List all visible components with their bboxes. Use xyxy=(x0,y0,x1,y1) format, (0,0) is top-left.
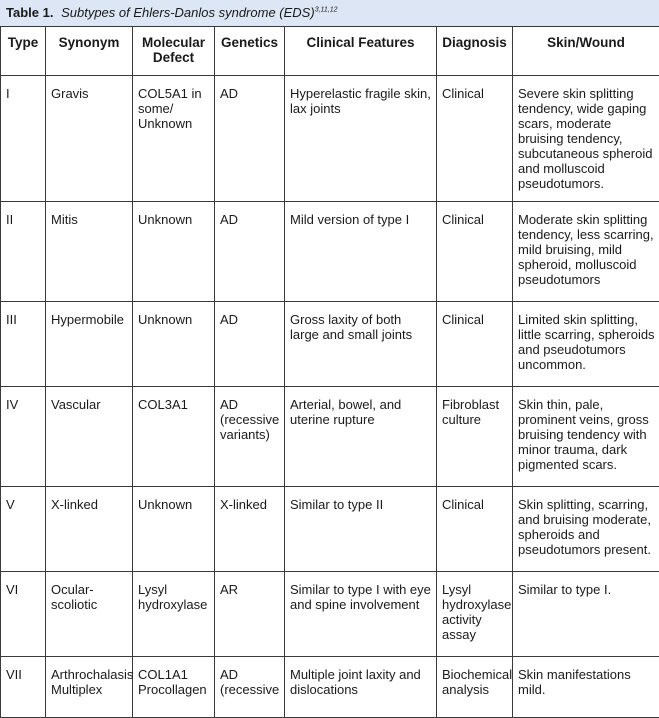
cell-type: I xyxy=(1,76,46,202)
table-title-text: Subtypes of Ehlers-Danlos syndrome (EDS) xyxy=(61,5,315,20)
cell-synonym: Arthrochalasis Multiplex xyxy=(46,657,133,718)
cell-type: VI xyxy=(1,572,46,657)
table-row xyxy=(1,572,659,657)
cell-skin-wound: Skin splitting, scarring, and bruising moderate, spheroids and pseudotumors present. xyxy=(513,487,659,572)
table-title xyxy=(61,5,337,20)
cell-type: II xyxy=(1,202,46,302)
column-header-clinical-features: Clinical Features xyxy=(285,27,437,76)
cell-synonym: Mitis xyxy=(46,202,133,302)
cell-clinical-features: Multiple joint laxity and dislocations xyxy=(285,657,437,718)
cell-clinical-features: Mild version of type I xyxy=(285,202,437,302)
table-row xyxy=(1,487,659,572)
cell-clinical-features: Hyperelastic fragile skin, lax joints xyxy=(285,76,437,202)
table-row xyxy=(1,302,659,387)
cell-type: IV xyxy=(1,387,46,487)
cell-synonym: Vascular xyxy=(46,387,133,487)
cell-diagnosis: Biochemical analysis xyxy=(437,657,513,718)
cell-synonym: Ocular-scoliotic xyxy=(46,572,133,657)
cell-clinical-features: Similar to type II xyxy=(285,487,437,572)
cell-type: V xyxy=(1,487,46,572)
reference-superscript: 3,11,12 xyxy=(315,7,338,14)
column-header-type: Type xyxy=(1,27,46,76)
cell-synonym: X-linked xyxy=(46,487,133,572)
cell-skin-wound: Similar to type I. xyxy=(513,572,659,657)
cell-type: VII xyxy=(1,657,46,718)
cell-genetics: AD xyxy=(215,302,285,387)
cell-genetics: X-linked xyxy=(215,487,285,572)
cell-synonym: Hypermobile xyxy=(46,302,133,387)
cell-molecular-defect: Lysyl hydroxylase xyxy=(133,572,215,657)
column-header-skin-wound: Skin/Wound xyxy=(513,27,659,76)
table-row xyxy=(1,76,659,202)
cell-skin-wound: Skin manifestations mild. xyxy=(513,657,659,718)
column-header-molecular-defect: Molecular Defect xyxy=(133,27,215,76)
cell-clinical-features: Arterial, bowel, and uterine rupture xyxy=(285,387,437,487)
cell-skin-wound: Skin thin, pale, prominent veins, gross bruising tendency with minor trauma, dark pigmented scars. xyxy=(513,387,659,487)
cell-diagnosis: Clinical xyxy=(437,76,513,202)
cell-molecular-defect: Unknown xyxy=(133,302,215,387)
cell-clinical-features: Similar to type I with eye and spine involvement xyxy=(285,572,437,657)
column-header-synonym: Synonym xyxy=(46,27,133,76)
table-caption xyxy=(0,0,659,26)
cell-diagnosis: Lysyl hydroxylase activity assay xyxy=(437,572,513,657)
cell-molecular-defect: Unknown xyxy=(133,487,215,572)
cell-molecular-defect: COL3A1 xyxy=(133,387,215,487)
cell-diagnosis: Clinical xyxy=(437,202,513,302)
cell-molecular-defect: Unknown xyxy=(133,202,215,302)
cell-diagnosis: Clinical xyxy=(437,487,513,572)
cell-type: III xyxy=(1,302,46,387)
cell-genetics: AD (recessive xyxy=(215,657,285,718)
cell-diagnosis: Fibroblast culture xyxy=(437,387,513,487)
cell-skin-wound: Limited skin splitting, little scarring, spheroids and pseudotumors uncommon. xyxy=(513,302,659,387)
cell-diagnosis: Clinical xyxy=(437,302,513,387)
cell-synonym: Gravis xyxy=(46,76,133,202)
table-row xyxy=(1,202,659,302)
cell-molecular-defect: COL5A1 in some/ Unknown xyxy=(133,76,215,202)
column-header-genetics: Genetics xyxy=(215,27,285,76)
cell-skin-wound: Severe skin splitting tendency, wide gaping scars, moderate bruising tendency, subcutaneous spheroid and molluscoid pseudotumors. xyxy=(513,76,659,202)
cell-genetics: AR xyxy=(215,572,285,657)
cell-skin-wound: Moderate skin splitting tendency, less scarring, mild bruising, mild spheroid, molluscoid pseudotumors xyxy=(513,202,659,302)
table-label: Table 1. xyxy=(6,5,53,20)
header-row xyxy=(1,27,659,76)
cell-genetics: AD (recessive variants) xyxy=(215,387,285,487)
cell-clinical-features: Gross laxity of both large and small joints xyxy=(285,302,437,387)
cell-genetics: AD xyxy=(215,202,285,302)
table-row xyxy=(1,387,659,487)
table-row xyxy=(1,657,659,718)
cell-genetics: AD xyxy=(215,76,285,202)
cell-molecular-defect: COL1A1 Procollagen xyxy=(133,657,215,718)
eds-subtypes-table xyxy=(0,26,659,718)
column-header-diagnosis: Diagnosis xyxy=(437,27,513,76)
